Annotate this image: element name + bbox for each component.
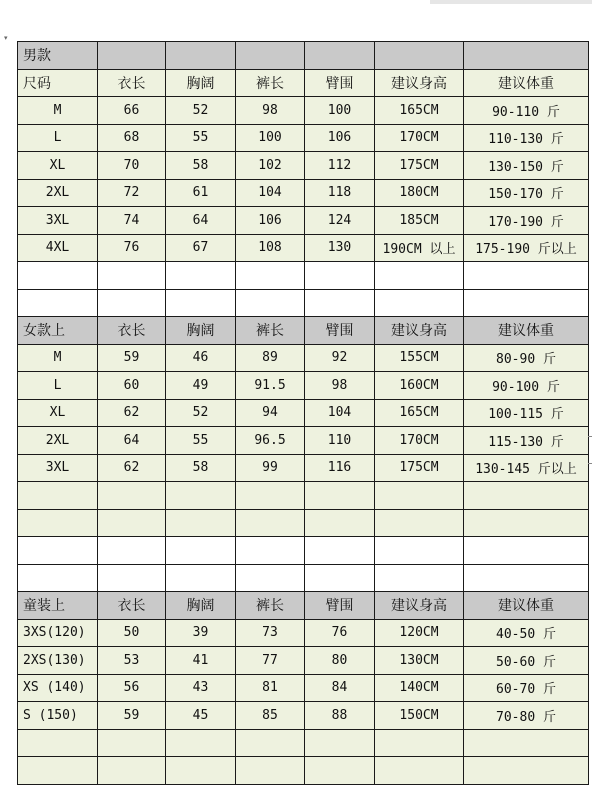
empty-cell[interactable] <box>464 289 589 317</box>
column-header[interactable]: 胸阔 <box>166 592 236 620</box>
size-value[interactable]: 68 <box>98 124 166 152</box>
size-value[interactable]: 90-100 斤 <box>464 372 589 400</box>
column-header[interactable]: 裤长 <box>236 592 305 620</box>
empty-cell[interactable] <box>375 509 464 537</box>
column-header[interactable]: 建议体重 <box>464 317 589 345</box>
empty-cell[interactable] <box>98 537 166 565</box>
empty-cell[interactable] <box>236 537 305 565</box>
size-value[interactable]: 62 <box>98 399 166 427</box>
size-value[interactable]: 49 <box>166 372 236 400</box>
size-label[interactable]: XL <box>18 152 98 180</box>
blank-row <box>18 482 589 510</box>
empty-cell[interactable] <box>98 564 166 592</box>
size-value[interactable]: 90-110 斤 <box>464 97 589 125</box>
section-title-kids[interactable]: 童装上 <box>18 592 98 620</box>
size-label[interactable]: 3XS(120) <box>18 619 98 647</box>
size-value[interactable]: 150-170 斤 <box>464 179 589 207</box>
table-row <box>18 344 589 372</box>
size-value[interactable]: 120CM <box>375 619 464 647</box>
size-value[interactable]: 140CM <box>375 674 464 702</box>
size-value[interactable]: 175-190 斤以上 <box>464 234 589 262</box>
size-label[interactable]: S (150) <box>18 702 98 730</box>
empty-cell[interactable] <box>375 757 464 785</box>
size-value[interactable]: 64 <box>166 207 236 235</box>
empty-cell[interactable] <box>464 262 589 290</box>
table-row <box>18 702 589 730</box>
blank-row <box>18 757 589 785</box>
size-value[interactable]: 170CM <box>375 427 464 455</box>
blank-row <box>18 564 589 592</box>
empty-cell[interactable] <box>18 262 98 290</box>
empty-cell[interactable] <box>98 757 166 785</box>
header-fill-cell[interactable] <box>464 42 589 70</box>
size-label[interactable]: 2XS(130) <box>18 647 98 675</box>
size-value[interactable]: 73 <box>236 619 305 647</box>
empty-cell[interactable] <box>166 537 236 565</box>
empty-cell[interactable] <box>18 537 98 565</box>
size-value[interactable]: 130 <box>305 234 375 262</box>
empty-cell[interactable] <box>305 729 375 757</box>
empty-cell[interactable] <box>18 289 98 317</box>
size-value[interactable]: 104 <box>305 399 375 427</box>
blank-row <box>18 537 589 565</box>
size-value[interactable]: 40-50 斤 <box>464 619 589 647</box>
size-label[interactable]: L <box>18 372 98 400</box>
size-value[interactable]: 110-130 斤 <box>464 124 589 152</box>
table-row <box>18 619 589 647</box>
size-value[interactable]: 64 <box>98 427 166 455</box>
size-value[interactable]: 66 <box>98 97 166 125</box>
size-value[interactable]: 98 <box>305 372 375 400</box>
blank-row <box>18 509 589 537</box>
column-header[interactable]: 臂围 <box>305 69 375 97</box>
empty-cell[interactable] <box>305 289 375 317</box>
empty-cell[interactable] <box>18 729 98 757</box>
size-value[interactable]: 100 <box>236 124 305 152</box>
empty-cell[interactable] <box>464 729 589 757</box>
table-row <box>18 674 589 702</box>
column-header[interactable]: 建议体重 <box>464 592 589 620</box>
table-row <box>18 97 589 125</box>
column-header[interactable]: 裤长 <box>236 69 305 97</box>
size-value[interactable]: 53 <box>98 647 166 675</box>
size-value[interactable]: 118 <box>305 179 375 207</box>
size-label[interactable]: XL <box>18 399 98 427</box>
top-bar <box>0 0 592 36</box>
size-value[interactable]: 160CM <box>375 372 464 400</box>
size-value[interactable]: 76 <box>305 619 375 647</box>
empty-cell[interactable] <box>98 482 166 510</box>
size-value[interactable]: 175CM <box>375 454 464 482</box>
size-value[interactable]: 180CM <box>375 179 464 207</box>
empty-cell[interactable] <box>464 537 589 565</box>
empty-cell[interactable] <box>18 482 98 510</box>
table-row <box>18 234 589 262</box>
blank-row <box>18 262 589 290</box>
size-value[interactable]: 58 <box>166 454 236 482</box>
size-value[interactable]: 59 <box>98 344 166 372</box>
empty-cell[interactable] <box>98 509 166 537</box>
table-row <box>18 399 589 427</box>
empty-cell[interactable] <box>305 482 375 510</box>
table-row <box>18 179 589 207</box>
size-value[interactable]: 165CM <box>375 97 464 125</box>
size-chart-table <box>17 41 589 785</box>
size-label[interactable]: 3XL <box>18 207 98 235</box>
column-header[interactable]: 胸阔 <box>166 317 236 345</box>
empty-cell[interactable] <box>236 509 305 537</box>
size-value[interactable]: 98 <box>236 97 305 125</box>
size-value[interactable]: 81 <box>236 674 305 702</box>
empty-cell[interactable] <box>18 757 98 785</box>
header-row <box>18 592 589 620</box>
size-value[interactable]: 106 <box>236 207 305 235</box>
size-value[interactable]: 124 <box>305 207 375 235</box>
empty-cell[interactable] <box>236 482 305 510</box>
size-value[interactable]: 84 <box>305 674 375 702</box>
size-value[interactable]: 100-115 斤 <box>464 399 589 427</box>
empty-cell[interactable] <box>98 729 166 757</box>
empty-cell[interactable] <box>305 537 375 565</box>
column-header[interactable]: 建议身高 <box>375 69 464 97</box>
empty-cell[interactable] <box>166 482 236 510</box>
size-value[interactable]: 46 <box>166 344 236 372</box>
empty-cell[interactable] <box>166 509 236 537</box>
table-row <box>18 647 589 675</box>
blank-row <box>18 729 589 757</box>
empty-cell[interactable] <box>166 757 236 785</box>
size-label[interactable]: M <box>18 97 98 125</box>
empty-cell[interactable] <box>236 564 305 592</box>
scroll-tick <box>588 463 592 464</box>
size-label[interactable]: 4XL <box>18 234 98 262</box>
corner-arrow-icon: ▾ <box>4 34 8 42</box>
size-value[interactable]: 102 <box>236 152 305 180</box>
size-value[interactable]: 72 <box>98 179 166 207</box>
size-value[interactable]: 41 <box>166 647 236 675</box>
size-value[interactable]: 92 <box>305 344 375 372</box>
table-row <box>18 454 589 482</box>
section-title-women[interactable]: 女款上 <box>18 317 98 345</box>
blank-row <box>18 289 589 317</box>
size-value[interactable]: 80 <box>305 647 375 675</box>
size-value[interactable]: 61 <box>166 179 236 207</box>
column-header[interactable]: 衣长 <box>98 69 166 97</box>
size-value[interactable]: 91.5 <box>236 372 305 400</box>
size-value[interactable]: 130-145 斤以上 <box>464 454 589 482</box>
size-value[interactable]: 130CM <box>375 647 464 675</box>
size-value[interactable]: 96.5 <box>236 427 305 455</box>
section-title-row <box>18 42 589 70</box>
size-value[interactable]: 55 <box>166 124 236 152</box>
size-value[interactable]: 110 <box>305 427 375 455</box>
empty-cell[interactable] <box>464 564 589 592</box>
empty-cell[interactable] <box>166 729 236 757</box>
size-value[interactable]: 56 <box>98 674 166 702</box>
size-value[interactable]: 112 <box>305 152 375 180</box>
column-header[interactable]: 衣长 <box>98 592 166 620</box>
header-row <box>18 317 589 345</box>
empty-cell[interactable] <box>375 537 464 565</box>
empty-cell[interactable] <box>166 564 236 592</box>
size-value[interactable]: 88 <box>305 702 375 730</box>
size-value[interactable]: 130-150 斤 <box>464 152 589 180</box>
empty-cell[interactable] <box>375 482 464 510</box>
empty-cell[interactable] <box>375 729 464 757</box>
empty-cell[interactable] <box>305 509 375 537</box>
header-fill-cell[interactable] <box>236 42 305 70</box>
size-value[interactable]: 74 <box>98 207 166 235</box>
top-strip <box>430 0 592 4</box>
header-fill-cell[interactable] <box>305 42 375 70</box>
size-value[interactable]: 70 <box>98 152 166 180</box>
size-value[interactable]: 55 <box>166 427 236 455</box>
empty-cell[interactable] <box>18 509 98 537</box>
size-value[interactable]: 67 <box>166 234 236 262</box>
empty-cell[interactable] <box>18 564 98 592</box>
table-row <box>18 152 589 180</box>
size-value[interactable]: 76 <box>98 234 166 262</box>
size-value[interactable]: 94 <box>236 399 305 427</box>
empty-cell[interactable] <box>464 509 589 537</box>
size-value[interactable]: 50 <box>98 619 166 647</box>
size-value[interactable]: 155CM <box>375 344 464 372</box>
empty-cell[interactable] <box>375 289 464 317</box>
size-column-header[interactable]: 尺码 <box>18 69 98 97</box>
size-value[interactable]: 108 <box>236 234 305 262</box>
size-value[interactable]: 59 <box>98 702 166 730</box>
size-value[interactable]: 39 <box>166 619 236 647</box>
empty-cell[interactable] <box>464 757 589 785</box>
size-value[interactable]: 165CM <box>375 399 464 427</box>
empty-cell[interactable] <box>305 757 375 785</box>
size-label[interactable]: XS (140) <box>18 674 98 702</box>
table-row <box>18 372 589 400</box>
size-value[interactable]: 43 <box>166 674 236 702</box>
column-header[interactable]: 建议身高 <box>375 592 464 620</box>
size-label[interactable]: 3XL <box>18 454 98 482</box>
size-value[interactable]: 99 <box>236 454 305 482</box>
column-header[interactable]: 衣长 <box>98 317 166 345</box>
size-value[interactable]: 175CM <box>375 152 464 180</box>
size-value[interactable]: 60-70 斤 <box>464 674 589 702</box>
column-header[interactable]: 胸阔 <box>166 69 236 97</box>
size-value[interactable]: 170-190 斤 <box>464 207 589 235</box>
header-fill-cell[interactable] <box>166 42 236 70</box>
empty-cell[interactable] <box>236 262 305 290</box>
size-value[interactable]: 60 <box>98 372 166 400</box>
size-value[interactable]: 170CM <box>375 124 464 152</box>
size-label[interactable]: L <box>18 124 98 152</box>
header-fill-cell[interactable] <box>375 42 464 70</box>
empty-cell[interactable] <box>305 262 375 290</box>
header-fill-cell[interactable] <box>98 42 166 70</box>
column-header[interactable]: 臂围 <box>305 317 375 345</box>
size-value[interactable]: 80-90 斤 <box>464 344 589 372</box>
column-header[interactable]: 裤长 <box>236 317 305 345</box>
scroll-tick <box>588 436 592 437</box>
size-value[interactable]: 104 <box>236 179 305 207</box>
table-row <box>18 207 589 235</box>
empty-cell[interactable] <box>375 262 464 290</box>
empty-cell[interactable] <box>375 564 464 592</box>
size-value[interactable]: 45 <box>166 702 236 730</box>
size-value[interactable]: 85 <box>236 702 305 730</box>
size-value[interactable]: 50-60 斤 <box>464 647 589 675</box>
size-value[interactable]: 58 <box>166 152 236 180</box>
size-value[interactable]: 115-130 斤 <box>464 427 589 455</box>
section-title-men[interactable]: 男款 <box>18 42 98 70</box>
column-header[interactable]: 建议身高 <box>375 317 464 345</box>
size-value[interactable]: 185CM <box>375 207 464 235</box>
size-value[interactable]: 89 <box>236 344 305 372</box>
empty-cell[interactable] <box>166 262 236 290</box>
empty-cell[interactable] <box>98 262 166 290</box>
header-row <box>18 69 589 97</box>
table-row <box>18 124 589 152</box>
size-value[interactable]: 77 <box>236 647 305 675</box>
size-label[interactable]: 2XL <box>18 179 98 207</box>
size-value[interactable]: 52 <box>166 399 236 427</box>
size-value[interactable]: 150CM <box>375 702 464 730</box>
size-label[interactable]: M <box>18 344 98 372</box>
column-header[interactable]: 建议体重 <box>464 69 589 97</box>
empty-cell[interactable] <box>305 564 375 592</box>
size-value[interactable]: 52 <box>166 97 236 125</box>
empty-cell[interactable] <box>464 482 589 510</box>
empty-cell[interactable] <box>98 289 166 317</box>
empty-cell[interactable] <box>236 729 305 757</box>
size-value[interactable]: 106 <box>305 124 375 152</box>
empty-cell[interactable] <box>166 289 236 317</box>
empty-cell[interactable] <box>236 289 305 317</box>
size-value[interactable]: 70-80 斤 <box>464 702 589 730</box>
size-value[interactable]: 190CM 以上 <box>375 234 464 262</box>
column-header[interactable]: 臂围 <box>305 592 375 620</box>
size-label[interactable]: 2XL <box>18 427 98 455</box>
table-row <box>18 427 589 455</box>
empty-cell[interactable] <box>236 757 305 785</box>
size-value[interactable]: 100 <box>305 97 375 125</box>
size-value[interactable]: 116 <box>305 454 375 482</box>
size-value[interactable]: 62 <box>98 454 166 482</box>
